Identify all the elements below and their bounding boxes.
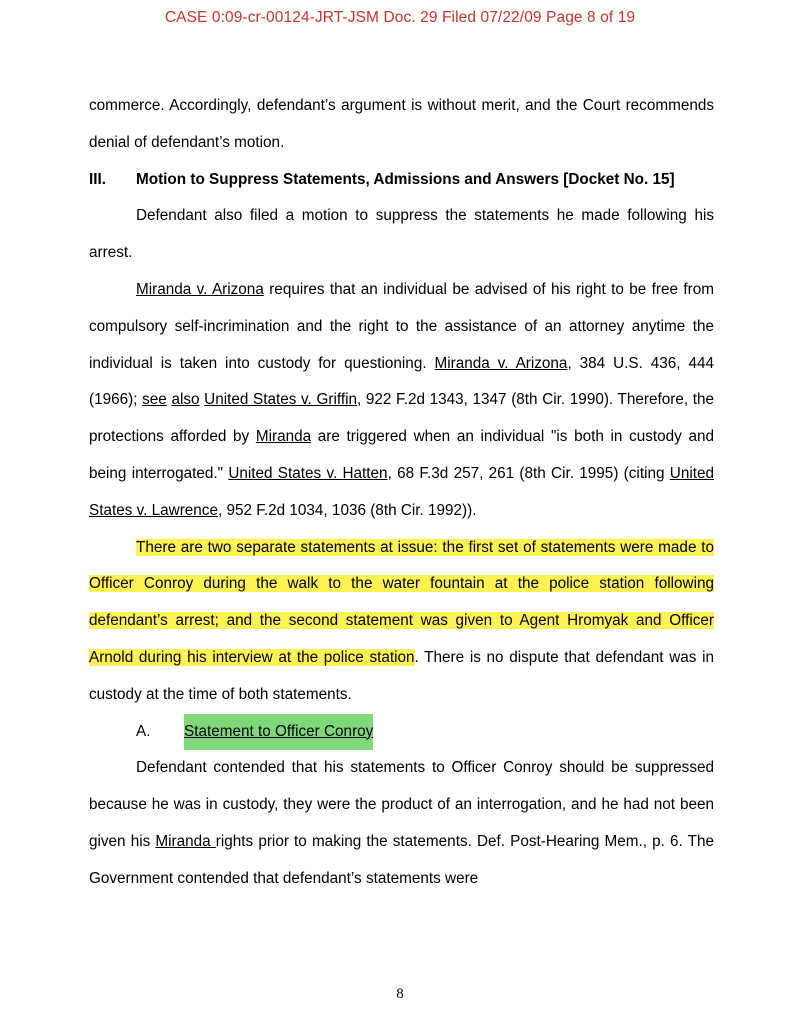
signal-see: see xyxy=(142,391,167,409)
document-body xyxy=(89,88,714,898)
subsection-title-highlighted[interactable]: Statement to Officer Conroy xyxy=(184,714,373,751)
case-citation: Miranda xyxy=(155,832,216,850)
subsection-heading xyxy=(89,714,714,751)
paragraph-text: , 384 U.S. 436, 444 (1966); xyxy=(89,354,714,409)
paragraph-text: rights prior to making the statements. Def. Post-Hearing Mem., p. 6. The Government contended that defendant’s statements were xyxy=(89,832,715,887)
paragraph-motion xyxy=(89,198,714,272)
paragraph-text: , 952 F.2d 1034, 1036 (8th Cir. 1992)). xyxy=(217,501,477,519)
signal-also: also xyxy=(171,391,200,409)
paragraph-commerce xyxy=(89,88,714,162)
page-number: 8 xyxy=(396,986,404,1002)
paragraph-text: are triggered when an individual "is both in custody and being interrogated." xyxy=(89,428,714,482)
paragraph-text: . There is no dispute that defendant was in custody at the time of both statements. xyxy=(89,648,714,703)
paragraph-text: Defendant contended that his statements to Officer Conroy should be suppressed because he was in custody, they were the product of an interrogation, and he had not been given his xyxy=(89,759,714,850)
paragraph-text: requires that an individual be advised of his right to be free from compulsory self-incrimination and the right to the assistance of an attorney anytime the individual is taken into custody for questioning. xyxy=(89,280,714,372)
paragraph-text: , 922 F.2d 1343, 1347 (8th Cir. 1990). Therefore, the protections afforded by xyxy=(89,391,715,446)
paragraph-defendant-contended xyxy=(89,750,714,897)
case-citation: Miranda v. Arizona xyxy=(434,354,568,372)
paragraph-text: , 68 F.3d 257, 261 (8th Cir. 1995) (citing xyxy=(387,464,670,482)
case-citation: Miranda xyxy=(255,428,312,446)
case-citation: Miranda v. Arizona xyxy=(136,280,264,298)
case-citation: United States v. Hatten xyxy=(228,464,388,482)
subsection-letter: A. xyxy=(136,722,151,740)
case-citation: United States v. Lawrence xyxy=(89,464,714,519)
section-heading xyxy=(89,162,714,199)
paragraph-text: Defendant also filed a motion to suppress the statements he made following his arrest. xyxy=(89,207,714,262)
paragraph-statements xyxy=(89,530,714,714)
case-header: CASE 0:09-cr-00124-JRT-JSM Doc. 29 Filed 07/22/09 Page 8 of 19 xyxy=(164,9,636,26)
case-citation: United States v. Griffin xyxy=(204,391,357,409)
highlighted-text[interactable]: There are two separate statements at issue: the first set of statements were made to Officer Conroy during the walk to the water fountain at the police station following defendant’s arrest; and the second statement was given to Agent Hromyak and Officer Arnold during his interview at the police station xyxy=(89,538,714,666)
paragraph-text: commerce. Accordingly, defendant’s argument is without merit, and the Court recommends denial of defendant’s motion. xyxy=(89,97,714,151)
section-title: Motion to Suppress Statements, Admissions and Answers [Docket No. 15] xyxy=(136,170,675,188)
paragraph-miranda xyxy=(89,272,714,530)
section-number: III. xyxy=(89,170,106,188)
